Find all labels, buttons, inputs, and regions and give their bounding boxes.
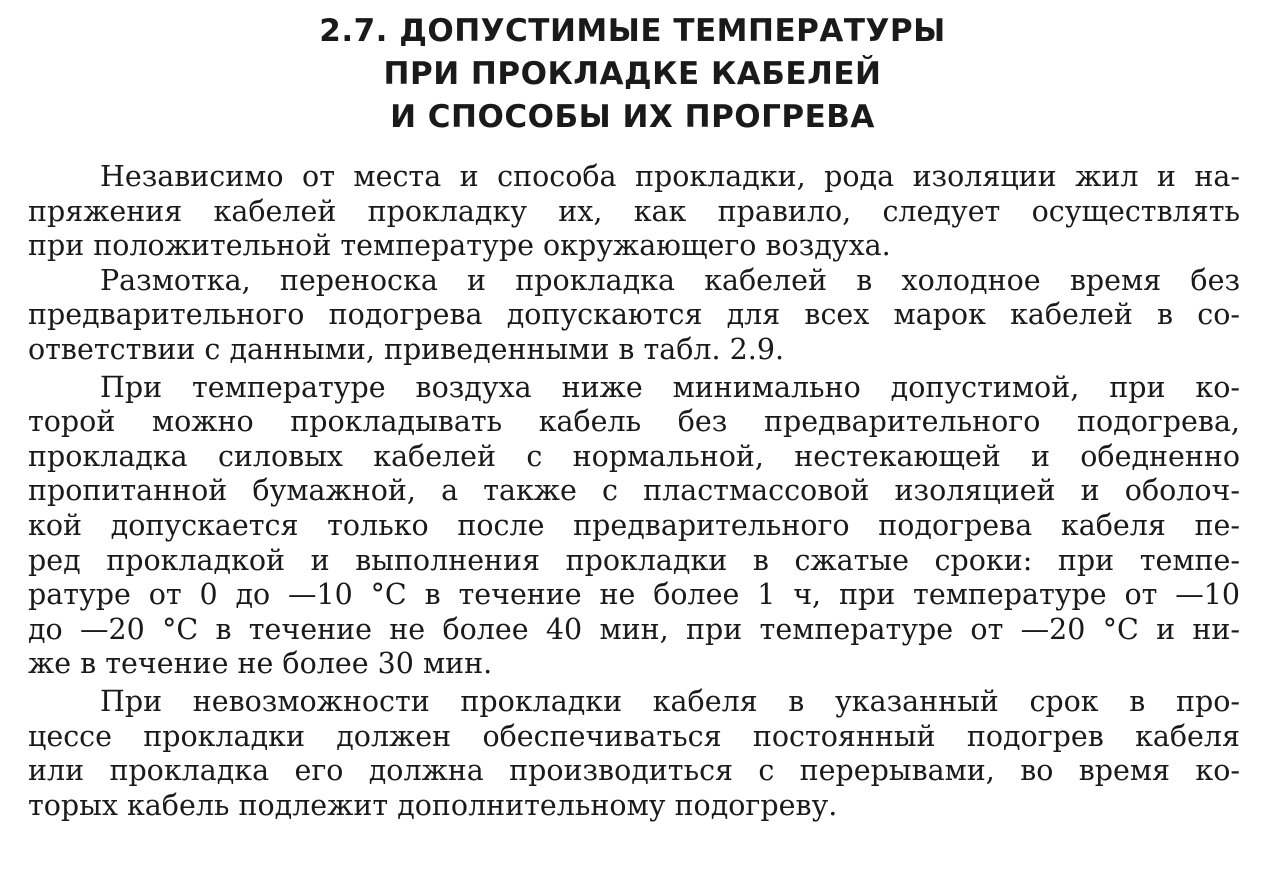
text-line: кой допускается только после предварительного подогрева кабеля пе- bbox=[28, 508, 1240, 542]
text-line: цессе прокладки должен обеспечиваться постоянный подогрев кабеля bbox=[28, 719, 1240, 753]
paragraph-3 bbox=[28, 371, 1240, 682]
text-line: прокладка силовых кабелей с нормальной, нестекающей и обедненно bbox=[28, 439, 1240, 473]
body-text bbox=[28, 160, 1240, 823]
text-line: пропитанной бумажной, а также с пластмассовой изоляцией и оболоч- bbox=[28, 474, 1240, 508]
heading-line: ПРИ ПРОКЛАДКЕ КАБЕЛЕЙ bbox=[383, 56, 882, 92]
text-line: до —20 °С в течение не более 40 мин, при температуре от —20 °С и ни- bbox=[28, 612, 1240, 646]
text-line: при положительной температуре окружающего воздуха. bbox=[28, 229, 891, 263]
text-line: торых кабель подлежит дополнительному подогреву. bbox=[28, 788, 838, 822]
text-line: ред прокладкой и выполнения прокладки в сжатые сроки: при темпе- bbox=[28, 543, 1240, 577]
text-line: ратуре от 0 до —10 °С в течение не более 1 ч, при температуре от —10 bbox=[28, 578, 1240, 612]
text-line: торой можно прокладывать кабель без предварительного подогрева, bbox=[28, 405, 1240, 439]
text-line: ответствии с данными, приведенными в табл. 2.9. bbox=[28, 332, 785, 366]
text-line: пряжения кабелей прокладку их, как правило, следует осуществлять bbox=[28, 194, 1240, 228]
text-line: При температуре воздуха ниже минимально допустимой, при ко- bbox=[100, 370, 1240, 404]
heading-line: И СПОСОБЫ ИХ ПРОГРЕВА bbox=[390, 99, 875, 135]
text-line: же в течение не более 30 мин. bbox=[28, 647, 493, 681]
text-line: или прокладка его должна производиться с перерывами, во время ко- bbox=[28, 754, 1240, 788]
heading-line: 2.7. ДОПУСТИМЫЕ ТЕМПЕРАТУРЫ bbox=[319, 13, 946, 49]
paragraph-4 bbox=[28, 685, 1240, 823]
text-line: Независимо от места и способа прокладки, рода изоляции жил и на- bbox=[100, 160, 1240, 193]
text-line: Размотка, переноска и прокладка кабелей в холодное время без bbox=[100, 263, 1240, 297]
paragraph-2 bbox=[28, 264, 1240, 368]
paragraph-1 bbox=[28, 160, 1240, 264]
text-line: предварительного подогрева допускаются для всех марок кабелей в со- bbox=[28, 298, 1240, 332]
text-line: При невозможности прокладки кабеля в указанный срок в про- bbox=[100, 684, 1240, 718]
section-heading bbox=[0, 10, 1265, 139]
